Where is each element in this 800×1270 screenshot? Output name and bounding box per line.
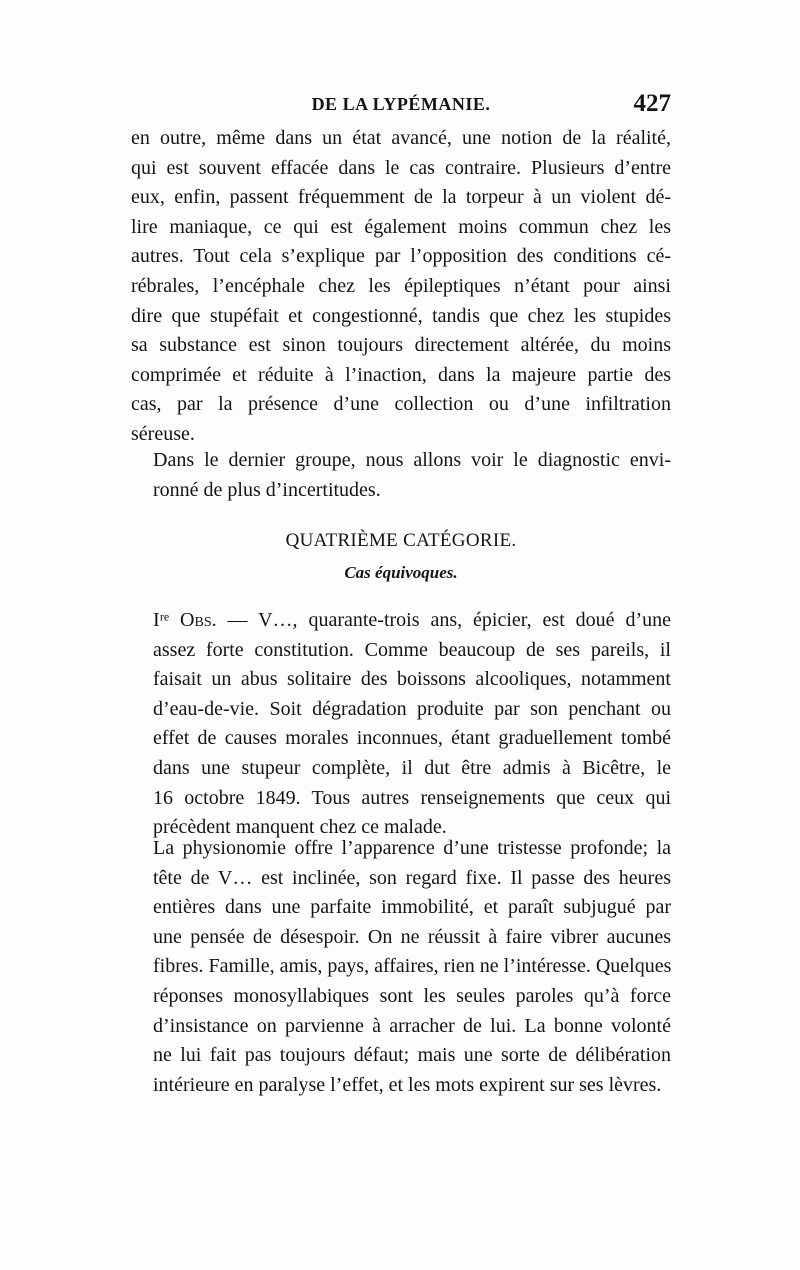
text-line: assez forte constitution. Comme beaucoup de ses pareils, il (153, 638, 671, 661)
text-line: d’eau-de-vie. Soit dégradation produite par son penchant ou (153, 697, 671, 720)
text-line: ronné de plus d’incertitudes. (153, 478, 381, 501)
text-line: faisait un abus solitaire des boissons alcooliques, notamment (153, 668, 671, 691)
paragraph-3 (131, 606, 671, 843)
text-line: en outre, même dans un état avancé, une notion de la réalité, (131, 127, 671, 149)
text-line: entières dans une parfaite immobilité, et paraît subjugué par (153, 896, 671, 919)
running-head (131, 92, 671, 122)
text-line: qui est souvent effacée dans le cas contraire. Plusieurs d’entre (131, 156, 671, 179)
section-subtitle: Cas équivoques. (344, 563, 458, 582)
section-title: QUATRIÈME CATÉGORIE. (285, 530, 517, 551)
observation-paragraph (131, 606, 671, 843)
text-line: sa substance est sinon toujours directement altérée, du moins (131, 334, 671, 357)
text-line: lire maniaque, ce qui est également moins commun chez les (131, 215, 671, 238)
text-line: rébrales, l’encéphale chez les épileptiques n’étant pour ainsi (131, 274, 671, 297)
text-line: d’insistance on parvienne à arracher de lui. La bonne volonté (153, 1014, 671, 1037)
paragraph-2 (131, 446, 671, 505)
paragraph-continuation (131, 124, 671, 450)
text-line: comprimée et réduite à l’inaction, dans la majeure partie des (131, 363, 671, 386)
text-line: dans une stupeur complète, il dut être admis à Bicêtre, le (153, 756, 671, 779)
text-line: cas, par la présence d’une collection ou d’une infiltration (131, 393, 671, 416)
running-title: DE LA LYPÉMANIE. (311, 94, 491, 114)
text-line: effet de causes morales inconnues, étant graduellement tombé (153, 727, 671, 750)
text-line: précèdent manquent chez ce malade. (153, 816, 447, 839)
page-number: 427 (633, 90, 671, 117)
text-line: une pensée de désespoir. On ne réussit à faire vibrer aucunes (153, 925, 671, 948)
text-line: La physionomie offre l’apparence d’une tristesse profonde; la (153, 837, 671, 859)
description-paragraph (131, 834, 671, 1100)
text-line: autres. Tout cela s’explique par l’opposition des conditions cé- (131, 245, 671, 268)
text-line: réponses monosyllabiques sont les seules paroles qu’à force (153, 984, 671, 1007)
text-line: fibres. Famille, amis, pays, affaires, rien ne l’intéresse. Quelques (153, 955, 672, 978)
paragraph-transition (131, 446, 671, 505)
text-line: dire que stupéfait et congestionné, tandis que chez les stupides (131, 304, 671, 327)
text-line: séreuse. (131, 422, 195, 445)
paragraph-4 (131, 834, 671, 1100)
paragraph-1 (131, 124, 671, 450)
observation-label: Iʳᵉ Obs. (153, 609, 217, 631)
text-line (131, 606, 671, 636)
text-line-rest: — V…, quarante-trois ans, épicier, est doué d’une (216, 609, 671, 631)
text-line: ne lui fait pas toujours défaut; mais une sorte de délibération (153, 1044, 671, 1067)
text-line: tête de V… est inclinée, son regard fixe. Il passe des heures (153, 866, 671, 889)
text-line: 16 octobre 1849. Tous autres renseignements que ceux qui (153, 786, 671, 809)
text-line: eux, enfin, passent fréquemment de la torpeur à un violent dé- (131, 186, 671, 209)
text-line: Dans le dernier groupe, nous allons voir le diagnostic envi- (153, 449, 671, 471)
text-line: intérieure en paralyse l’effet, et les mots expirent sur ses lèvres. (153, 1073, 662, 1096)
